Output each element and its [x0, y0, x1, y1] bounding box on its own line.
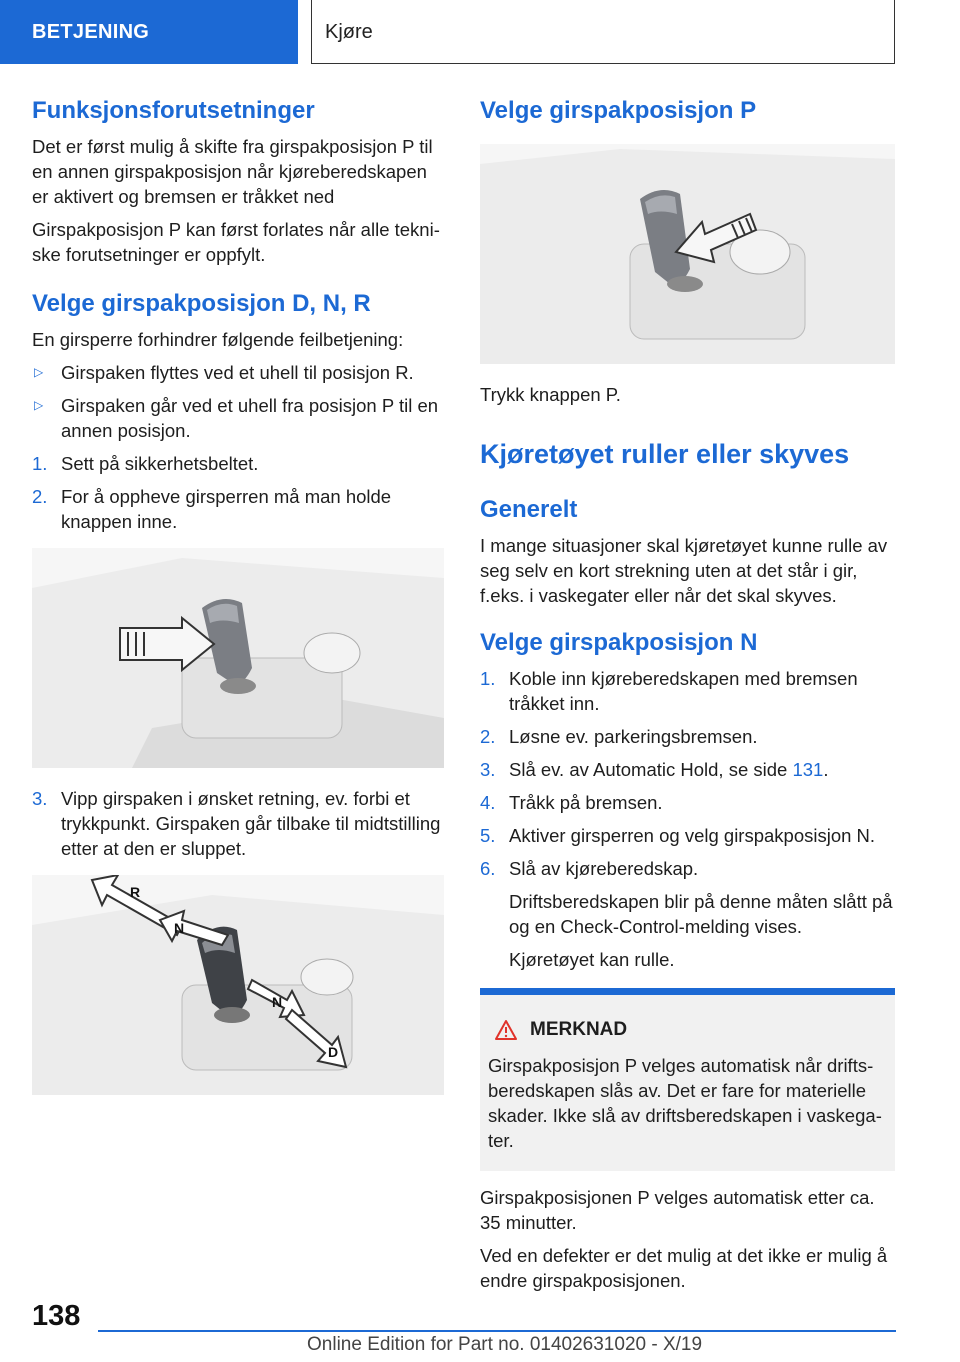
step-item: [480, 823, 895, 848]
list-item-text: Girspaken går ved et uhell fra posisjon P til en annen posisjon.: [61, 395, 439, 441]
heading-velge-n: Velge girspakposisjon N: [480, 629, 758, 656]
right-column: [480, 96, 895, 1301]
heading-vehicle-rolls: Kjøretøyet ruller eller skyves: [480, 439, 850, 469]
step-text: Tråkk på bremsen.: [509, 792, 663, 813]
heading-generelt: Generelt: [480, 496, 578, 523]
triangle-bullet-icon: ▷: [34, 365, 44, 379]
step-item: [32, 786, 444, 861]
step-number: 4.: [480, 792, 496, 813]
list-item: [32, 393, 444, 443]
page-link[interactable]: 131: [792, 759, 824, 780]
direction-label-r: R: [130, 884, 141, 900]
paragraph-press-p: Trykk knappen P.: [480, 384, 621, 405]
footer-divider: [98, 1330, 896, 1332]
warning-title: [488, 1017, 887, 1043]
warning-triangle-icon: [494, 1019, 518, 1041]
step-item: [480, 666, 895, 716]
left-column: [32, 96, 444, 1113]
step-number: 5.: [480, 825, 496, 846]
paragraph-requirement: Det er først mulig å skifte fra girspakposisjon P til en annen girspakposisjon når kjøreberedskapen er aktivert og bremsen er tråkket ned: [32, 136, 433, 207]
chapter-title: Kjøre: [311, 0, 895, 64]
step-item: [32, 451, 444, 476]
step-item: [480, 790, 895, 815]
warning-text: Girspakposisjon P velges automatisk når driftsberedskapen slås av. Det er fare for materielle skader. Ikke slå av driftsberedskapen i vaskegater.: [488, 1055, 882, 1151]
step-number: 6.: [480, 858, 496, 879]
step-note: Kjøretøyet kan rulle.: [509, 949, 675, 970]
warning-bar: [480, 988, 895, 995]
heading-velge-p: Velge girspakposisjon P: [480, 97, 757, 124]
step-number: 2.: [480, 726, 496, 747]
page-number: 138: [32, 1300, 81, 1332]
list-item-text: Girspaken flyttes ved et uhell til posisjon R.: [61, 362, 414, 383]
step-item: [32, 484, 444, 534]
step-text: Slå ev. av Automatic Hold, se side: [509, 759, 793, 780]
direction-label-n: N: [174, 920, 185, 936]
gear-lever-directions-illustration: [32, 875, 444, 1095]
warning-title-text: MERKNAD: [530, 1019, 628, 1040]
step-number: 3.: [32, 788, 48, 809]
heading-velge-dnr: Velge girspakposisjon D, N, R: [32, 290, 371, 317]
heading-funksjonsforutsetninger: Funksjonsforutsetninger: [32, 97, 315, 124]
direction-label-d: D: [328, 1044, 339, 1060]
step-text: Koble inn kjøreberedskapen med bremsen tråkket inn.: [509, 668, 858, 714]
list-item: [32, 360, 444, 385]
section-tab: BETJENING: [0, 0, 298, 64]
step-text: For å oppheve girsperren må man holde knappen inne.: [61, 486, 392, 532]
warning-content: [480, 995, 895, 1171]
step-text: Slå av kjøreberedskap.: [509, 858, 699, 879]
paragraph-girsperre: En girsperre forhindrer følgende feilbetjening:: [32, 329, 404, 350]
step-number: 3.: [480, 759, 496, 780]
step-number: 1.: [480, 668, 496, 689]
direction-label-n: N: [272, 994, 283, 1010]
footer-edition: Online Edition for Part no. 01402631020 - X/19: [307, 1334, 703, 1355]
step-note: Driftsberedskapen blir på denne måten slått på og en Check-Control-melding vises.: [509, 891, 893, 937]
step-item: [480, 724, 895, 749]
warning-box: [480, 988, 895, 1171]
step-text: Aktiver girsperren og velg girspakposisjon N.: [509, 825, 876, 846]
step-text: Løsne ev. parkeringsbremsen.: [509, 726, 758, 747]
paragraph-technical: Girspakposisjon P kan først forlates når alle tekniske forutsetninger er oppfylt.: [32, 219, 440, 265]
gear-lever-p-button-illustration: [480, 144, 895, 364]
paragraph-auto-p: Girspakposisjonen P velges automatisk etter ca. 35 minutter.: [480, 1187, 875, 1233]
step-number: 2.: [32, 486, 48, 507]
step-text: Vipp girspaken i ønsket retning, ev. forbi et trykkpunkt. Girspaken går tilbake til midtstilling etter at den er sluppet.: [61, 788, 441, 859]
triangle-bullet-icon: ▷: [34, 398, 44, 412]
paragraph-generelt: I mange situasjoner skal kjøretøyet kunne rulle av seg selv en kort strekning uten at det står i gir, f.eks. i vaskegater eller når det skal skyves.: [480, 535, 888, 606]
gear-lever-unlock-illustration: [32, 548, 444, 768]
step-text-end: .: [823, 759, 829, 780]
step-item: [480, 757, 895, 782]
step-item: [480, 856, 895, 881]
step-text: Sett på sikkerhetsbeltet.: [61, 453, 259, 474]
step-number: 1.: [32, 453, 48, 474]
paragraph-defect: Ved en defekter er det mulig at det ikke er mulig å endre girspakposisjonen.: [480, 1245, 888, 1291]
